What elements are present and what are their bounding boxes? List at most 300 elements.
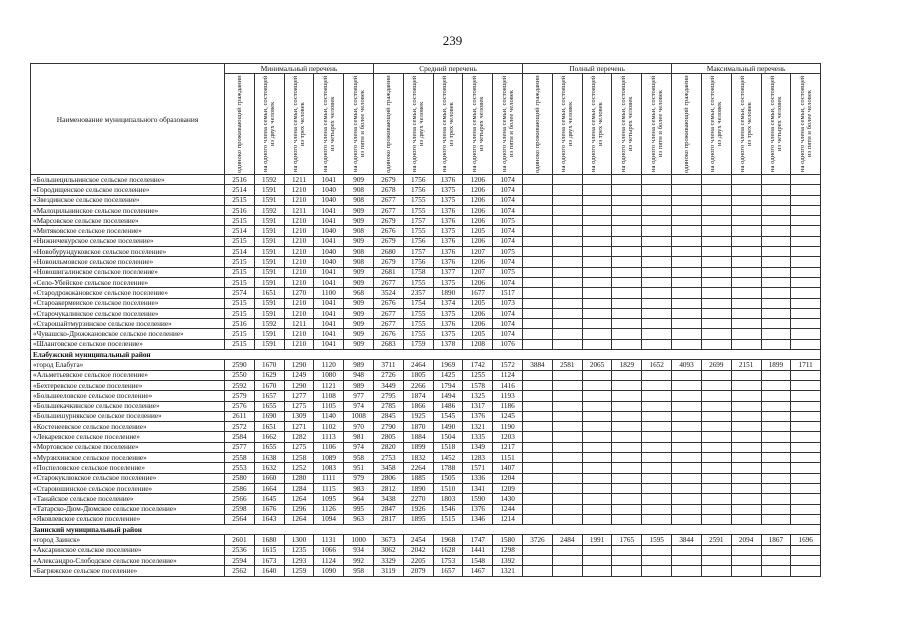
value-cell xyxy=(523,442,553,452)
value-cell xyxy=(672,277,702,287)
value-cell xyxy=(701,257,731,267)
value-cell xyxy=(582,339,612,349)
value-cell xyxy=(523,277,553,287)
value-cell xyxy=(552,185,582,195)
value-cell: 1131 xyxy=(314,535,344,545)
value-cell: 1210 xyxy=(284,308,314,318)
value-cell: 1041 xyxy=(314,267,344,277)
table-row xyxy=(31,236,821,246)
value-cell xyxy=(582,277,612,287)
value-cell: 1486 xyxy=(433,401,463,411)
municipality-name: «Танайское сельское поселение» xyxy=(31,494,225,504)
value-cell xyxy=(731,504,761,514)
value-cell: 1210 xyxy=(284,298,314,308)
value-cell: 1376 xyxy=(433,247,463,257)
value-cell xyxy=(552,247,582,257)
value-cell: 2464 xyxy=(403,360,433,370)
value-cell: 1591 xyxy=(254,236,284,246)
value-cell: 1335 xyxy=(463,432,493,442)
value-cell xyxy=(552,205,582,215)
value-cell: 1140 xyxy=(314,411,344,421)
value-cell: 1205 xyxy=(463,226,493,236)
value-cell xyxy=(523,308,553,318)
subcolumn-header-text: одиноко проживающий граждании xyxy=(533,75,541,173)
value-cell: 1592 xyxy=(254,319,284,329)
value-cell: 2677 xyxy=(374,205,404,215)
subcolumn-header-text: на одного члена семьи, состоящей из пяти и более человек xyxy=(351,75,366,173)
value-cell: 2679 xyxy=(374,175,404,185)
value-cell: 1207 xyxy=(463,247,493,257)
value-cell: 2357 xyxy=(403,288,433,298)
value-cell xyxy=(552,463,582,473)
value-cell: 1742 xyxy=(463,360,493,370)
value-cell: 1282 xyxy=(284,432,314,442)
table-row xyxy=(31,277,821,287)
subcolumn-header-text: на одного члена семьи, состоящей из пяти и более человек xyxy=(649,75,664,173)
subcolumn-header xyxy=(791,74,821,175)
value-cell: 1075 xyxy=(493,247,523,257)
value-cell: 1874 xyxy=(403,391,433,401)
value-cell xyxy=(761,555,791,565)
value-cell xyxy=(701,545,731,555)
subcolumn-header xyxy=(433,74,463,175)
value-cell: 1374 xyxy=(433,298,463,308)
value-cell: 1884 xyxy=(403,432,433,442)
value-cell xyxy=(731,308,761,318)
value-cell xyxy=(612,566,642,576)
value-cell xyxy=(791,545,821,555)
table-row xyxy=(31,175,821,185)
value-cell xyxy=(791,257,821,267)
value-cell: 1206 xyxy=(463,185,493,195)
value-cell xyxy=(791,339,821,349)
value-cell xyxy=(701,514,731,524)
value-cell: 909 xyxy=(344,216,374,226)
value-cell: 1794 xyxy=(433,380,463,390)
value-cell xyxy=(701,453,731,463)
value-cell: 2678 xyxy=(374,185,404,195)
value-cell: 1376 xyxy=(433,257,463,267)
value-cell xyxy=(701,319,731,329)
value-cell: 1899 xyxy=(761,360,791,370)
value-cell xyxy=(791,247,821,257)
value-cell: 2558 xyxy=(225,453,255,463)
table-row xyxy=(31,483,821,493)
value-cell: 2094 xyxy=(731,535,761,545)
value-cell: 1124 xyxy=(493,370,523,380)
value-cell: 1655 xyxy=(254,401,284,411)
value-cell: 1378 xyxy=(433,339,463,349)
value-cell xyxy=(552,195,582,205)
value-cell: 1765 xyxy=(612,535,642,545)
value-cell: 2264 xyxy=(403,463,433,473)
value-cell xyxy=(523,195,553,205)
value-cell xyxy=(791,329,821,339)
value-cell: 1664 xyxy=(254,483,284,493)
value-cell: 1210 xyxy=(284,236,314,246)
value-cell xyxy=(731,514,761,524)
value-cell: 1676 xyxy=(254,504,284,514)
value-cell xyxy=(552,380,582,390)
value-cell: 3449 xyxy=(374,380,404,390)
value-cell xyxy=(582,370,612,380)
value-cell xyxy=(761,247,791,257)
table-row xyxy=(31,380,821,390)
value-cell: 1890 xyxy=(403,483,433,493)
value-cell: 2753 xyxy=(374,453,404,463)
value-cell xyxy=(612,257,642,267)
value-cell xyxy=(582,483,612,493)
value-cell: 1275 xyxy=(284,401,314,411)
value-cell xyxy=(642,329,672,339)
value-cell: 2454 xyxy=(403,535,433,545)
value-cell xyxy=(582,514,612,524)
value-cell: 1755 xyxy=(403,226,433,236)
value-cell: 1126 xyxy=(314,504,344,514)
value-cell: 1632 xyxy=(254,463,284,473)
value-cell: 1517 xyxy=(493,288,523,298)
subcolumn-header-text: на одного члена семьи, состоящей из двух человек xyxy=(262,75,277,173)
subcolumn-header-text: на одного члена семьи, состоящей из трех человек xyxy=(739,75,754,173)
value-cell: 1968 xyxy=(433,535,463,545)
value-cell: 1298 xyxy=(493,545,523,555)
municipality-name: «город Елабуга» xyxy=(31,360,225,370)
municipality-name: «Альметьевское сельское поселение» xyxy=(31,370,225,380)
value-cell xyxy=(523,411,553,421)
value-cell xyxy=(791,422,821,432)
value-cell xyxy=(791,205,821,215)
value-cell xyxy=(761,483,791,493)
section-row xyxy=(31,525,821,535)
value-cell xyxy=(731,370,761,380)
table-row xyxy=(31,267,821,277)
value-cell xyxy=(642,453,672,463)
value-cell xyxy=(582,236,612,246)
value-cell: 1090 xyxy=(314,566,344,576)
table-row xyxy=(31,226,821,236)
value-cell xyxy=(672,339,702,349)
value-cell xyxy=(701,473,731,483)
value-cell: 2676 xyxy=(374,226,404,236)
value-cell xyxy=(642,566,672,576)
value-cell xyxy=(701,442,731,452)
value-cell xyxy=(672,555,702,565)
value-cell xyxy=(552,339,582,349)
value-cell: 2785 xyxy=(374,401,404,411)
value-cell xyxy=(612,411,642,421)
value-cell xyxy=(582,195,612,205)
value-cell: 1926 xyxy=(403,504,433,514)
value-cell: 979 xyxy=(344,473,374,483)
subcolumn-header xyxy=(701,74,731,175)
subcolumn-header xyxy=(254,74,284,175)
table-row xyxy=(31,216,821,226)
value-cell: 1259 xyxy=(284,566,314,576)
value-cell xyxy=(642,432,672,442)
municipality-name: «Татарско-Дюм-Дюмское сельское поселение» xyxy=(31,504,225,514)
value-cell: 2576 xyxy=(225,401,255,411)
value-cell: 1041 xyxy=(314,319,344,329)
value-cell: 2820 xyxy=(374,442,404,452)
value-cell xyxy=(761,463,791,473)
value-cell: 1210 xyxy=(284,185,314,195)
value-cell: 2515 xyxy=(225,195,255,205)
value-cell xyxy=(523,463,553,473)
value-cell: 2079 xyxy=(403,566,433,576)
value-cell xyxy=(761,329,791,339)
value-cell xyxy=(761,442,791,452)
value-cell: 1349 xyxy=(463,442,493,452)
value-cell xyxy=(791,504,821,514)
value-cell: 1074 xyxy=(493,308,523,318)
value-cell: 1832 xyxy=(403,453,433,463)
value-cell xyxy=(612,463,642,473)
value-cell: 1673 xyxy=(254,555,284,565)
value-cell: 1829 xyxy=(612,360,642,370)
value-cell xyxy=(582,380,612,390)
value-cell: 1628 xyxy=(433,545,463,555)
value-cell xyxy=(672,566,702,576)
value-cell: 934 xyxy=(344,545,374,555)
subcolumn-header xyxy=(463,74,493,175)
value-cell xyxy=(701,380,731,390)
value-cell xyxy=(731,442,761,452)
subcolumn-header xyxy=(552,74,582,175)
value-cell xyxy=(523,545,553,555)
value-cell: 2564 xyxy=(225,514,255,524)
value-cell xyxy=(672,329,702,339)
value-cell xyxy=(642,380,672,390)
value-cell xyxy=(761,411,791,421)
value-cell xyxy=(701,247,731,257)
subcolumn-header xyxy=(642,74,672,175)
value-cell: 909 xyxy=(344,308,374,318)
value-cell: 1377 xyxy=(433,267,463,277)
value-cell xyxy=(731,298,761,308)
value-cell xyxy=(642,257,672,267)
value-cell xyxy=(642,308,672,318)
municipality-name: «Александро-Слободское сельское поселение» xyxy=(31,555,225,565)
value-cell xyxy=(612,226,642,236)
value-cell xyxy=(701,339,731,349)
value-cell: 1293 xyxy=(284,555,314,565)
value-cell xyxy=(731,545,761,555)
value-cell: 2065 xyxy=(582,360,612,370)
value-cell xyxy=(731,216,761,226)
value-cell xyxy=(761,175,791,185)
value-cell: 1591 xyxy=(254,267,284,277)
value-cell: 2590 xyxy=(225,360,255,370)
value-cell: 1490 xyxy=(433,422,463,432)
value-cell: 1040 xyxy=(314,195,344,205)
value-cell: 2566 xyxy=(225,494,255,504)
value-cell xyxy=(701,216,731,226)
value-cell: 2515 xyxy=(225,308,255,318)
value-cell xyxy=(612,483,642,493)
value-cell: 2562 xyxy=(225,566,255,576)
value-cell xyxy=(761,226,791,236)
value-cell: 3884 xyxy=(523,360,553,370)
value-cell xyxy=(791,370,821,380)
value-cell xyxy=(642,185,672,195)
value-cell xyxy=(761,319,791,329)
value-cell xyxy=(791,401,821,411)
value-cell xyxy=(642,391,672,401)
value-cell xyxy=(731,319,761,329)
value-cell: 1638 xyxy=(254,453,284,463)
value-cell: 1991 xyxy=(582,535,612,545)
value-cell xyxy=(672,401,702,411)
value-cell: 1591 xyxy=(254,216,284,226)
value-cell xyxy=(582,185,612,195)
value-cell: 3438 xyxy=(374,494,404,504)
value-cell xyxy=(731,555,761,565)
value-cell xyxy=(523,370,553,380)
municipality-name: «Большекачкинское сельское поселение» xyxy=(31,401,225,411)
value-cell xyxy=(612,277,642,287)
value-cell: 1711 xyxy=(791,360,821,370)
value-cell xyxy=(701,391,731,401)
value-cell xyxy=(761,566,791,576)
municipality-name: «Поспеловское сельское поселение» xyxy=(31,463,225,473)
value-cell: 1211 xyxy=(284,319,314,329)
value-cell: 968 xyxy=(344,288,374,298)
value-cell: 3458 xyxy=(374,463,404,473)
value-cell: 1670 xyxy=(254,360,284,370)
value-cell xyxy=(672,185,702,195)
value-cell xyxy=(642,473,672,483)
value-cell xyxy=(791,298,821,308)
value-cell xyxy=(731,226,761,236)
table-row xyxy=(31,391,821,401)
subcolumn-header xyxy=(225,74,255,175)
value-cell xyxy=(582,473,612,483)
value-cell: 1376 xyxy=(433,205,463,215)
value-cell: 2270 xyxy=(403,494,433,504)
value-cell: 1186 xyxy=(493,401,523,411)
value-cell: 1210 xyxy=(284,216,314,226)
table-row xyxy=(31,298,821,308)
value-cell xyxy=(791,514,821,524)
value-cell: 1283 xyxy=(463,453,493,463)
value-cell: 1258 xyxy=(284,453,314,463)
value-cell: 1866 xyxy=(403,401,433,411)
value-cell: 2805 xyxy=(374,432,404,442)
value-cell xyxy=(612,267,642,277)
table-row xyxy=(31,205,821,215)
value-cell: 1629 xyxy=(254,370,284,380)
value-cell xyxy=(701,298,731,308)
value-cell: 1204 xyxy=(493,473,523,483)
municipality-name: «город Заинск» xyxy=(31,535,225,545)
value-cell: 1041 xyxy=(314,339,344,349)
value-cell: 1591 xyxy=(254,308,284,318)
value-cell xyxy=(523,494,553,504)
value-cell: 2516 xyxy=(225,175,255,185)
value-cell xyxy=(523,236,553,246)
value-cell: 2572 xyxy=(225,422,255,432)
value-cell xyxy=(582,329,612,339)
value-cell xyxy=(523,401,553,411)
value-cell: 1290 xyxy=(284,380,314,390)
value-cell: 1504 xyxy=(433,432,463,442)
subcolumn-header-text: одиноко проживающий граждании xyxy=(683,75,690,173)
value-cell xyxy=(523,319,553,329)
value-cell: 1040 xyxy=(314,247,344,257)
value-cell: 2516 xyxy=(225,205,255,215)
value-cell xyxy=(731,473,761,483)
value-cell: 2266 xyxy=(403,380,433,390)
value-cell: 1591 xyxy=(254,195,284,205)
value-cell xyxy=(701,205,731,215)
value-cell xyxy=(582,566,612,576)
subcolumn-header xyxy=(344,74,374,175)
value-cell: 2514 xyxy=(225,247,255,257)
value-cell: 1249 xyxy=(284,370,314,380)
value-cell xyxy=(523,257,553,267)
table-row xyxy=(31,288,821,298)
value-cell: 2536 xyxy=(225,545,255,555)
value-cell: 2550 xyxy=(225,370,255,380)
value-cell xyxy=(761,545,791,555)
value-cell: 909 xyxy=(344,329,374,339)
value-cell xyxy=(731,267,761,277)
value-cell: 1206 xyxy=(463,236,493,246)
value-cell: 1591 xyxy=(254,329,284,339)
value-cell xyxy=(552,566,582,576)
table-row xyxy=(31,329,821,339)
value-cell: 1755 xyxy=(403,195,433,205)
value-cell xyxy=(791,236,821,246)
value-cell: 1206 xyxy=(463,205,493,215)
value-cell: 1074 xyxy=(493,226,523,236)
value-cell: 1591 xyxy=(254,185,284,195)
value-cell: 1803 xyxy=(433,494,463,504)
value-cell: 1217 xyxy=(493,442,523,452)
value-cell xyxy=(761,185,791,195)
value-cell xyxy=(672,391,702,401)
value-cell: 2515 xyxy=(225,216,255,226)
value-cell: 963 xyxy=(344,514,374,524)
value-cell xyxy=(731,432,761,442)
page-number: 239 xyxy=(442,33,463,48)
value-cell xyxy=(582,401,612,411)
value-cell: 1255 xyxy=(463,370,493,380)
subcolumn-header xyxy=(284,74,314,175)
value-cell xyxy=(761,277,791,287)
value-cell: 2699 xyxy=(701,360,731,370)
subcolumn-header xyxy=(374,74,404,175)
value-cell: 3711 xyxy=(374,360,404,370)
value-cell xyxy=(731,380,761,390)
value-cell: 2611 xyxy=(225,411,255,421)
value-cell: 2205 xyxy=(403,555,433,565)
value-cell xyxy=(612,555,642,565)
value-cell xyxy=(672,463,702,473)
value-cell: 1375 xyxy=(433,308,463,318)
value-cell xyxy=(642,545,672,555)
value-cell xyxy=(642,555,672,565)
value-cell: 1317 xyxy=(463,401,493,411)
group-header: Средний перечень xyxy=(374,64,523,74)
value-cell xyxy=(731,236,761,246)
value-cell: 1245 xyxy=(493,411,523,421)
value-cell xyxy=(672,380,702,390)
value-cell xyxy=(701,463,731,473)
value-cell: 1100 xyxy=(314,288,344,298)
value-cell: 2574 xyxy=(225,288,255,298)
value-cell xyxy=(761,370,791,380)
